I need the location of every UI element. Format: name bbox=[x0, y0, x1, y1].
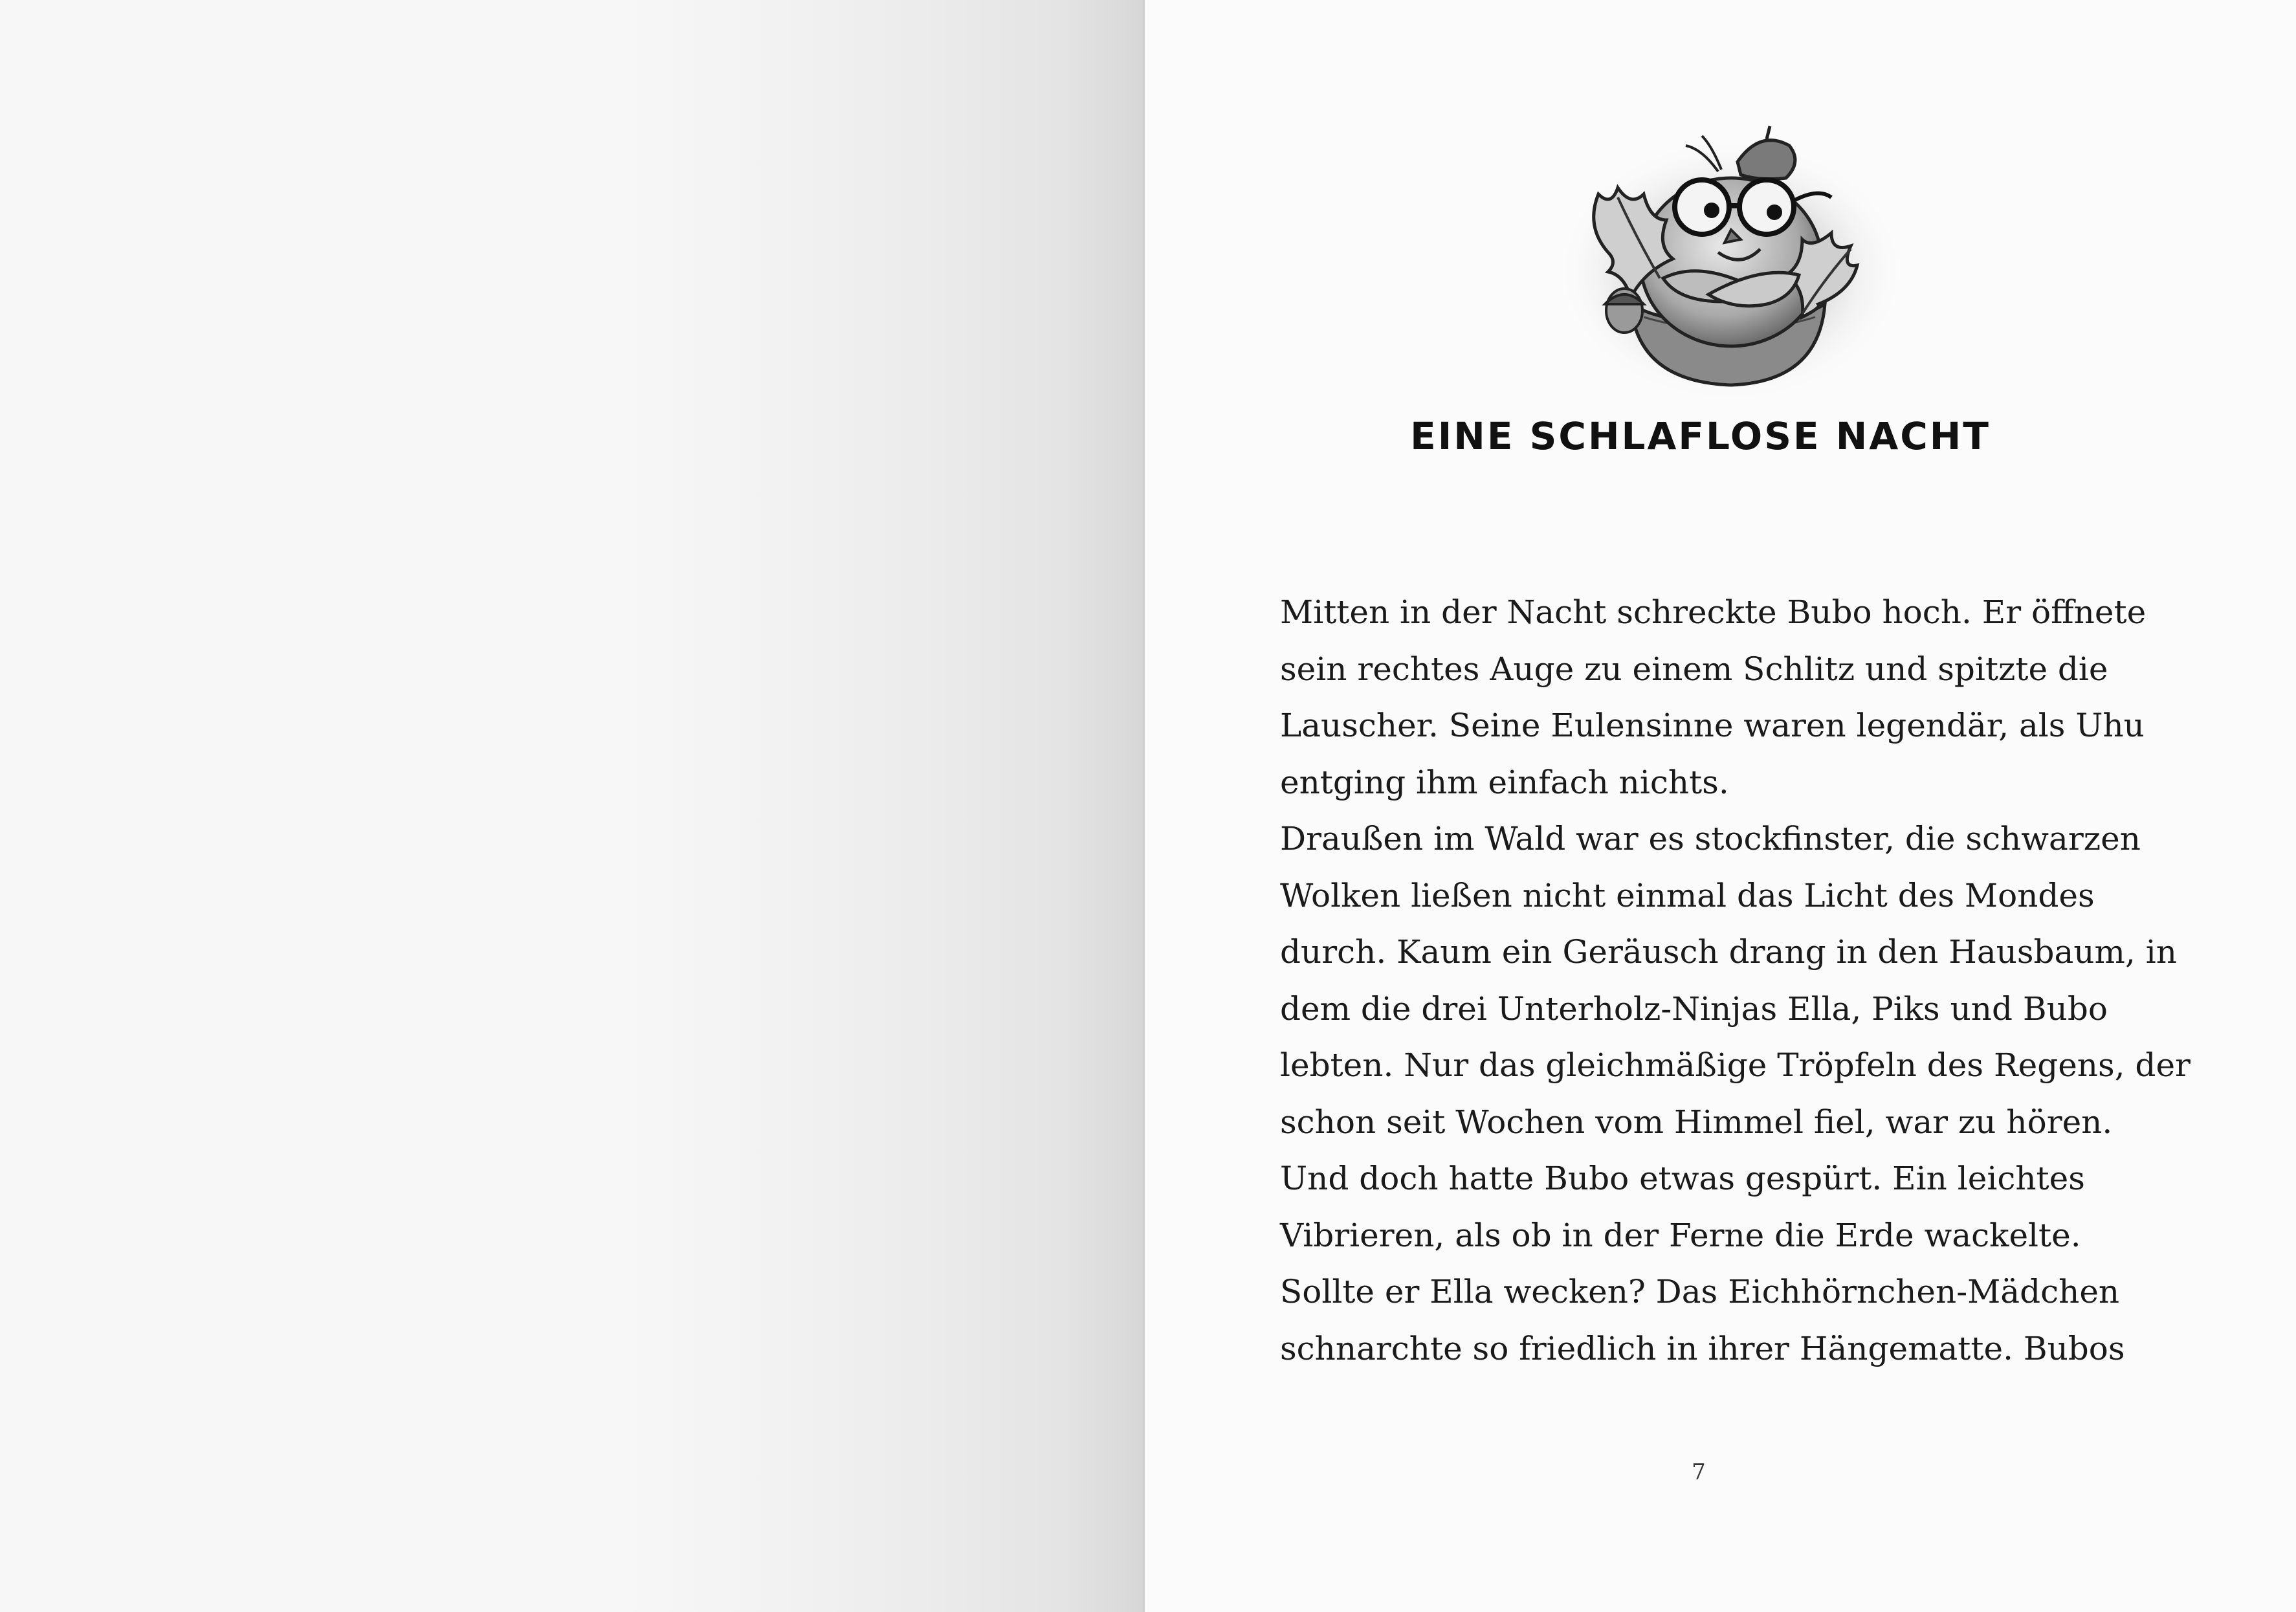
text-line: Mitten in der Nacht schreckte Bubo hoch. Er öffnete bbox=[1280, 593, 2147, 631]
text-line: schon seit Wochen vom Himmel fiel, war zu hören. bbox=[1280, 1103, 2113, 1141]
text-line: Lauscher. Seine Eulensinne waren legendär, als Uhu bbox=[1280, 707, 2145, 744]
text-line: Wolken ließen nicht einmal das Licht des Mondes bbox=[1280, 876, 2095, 914]
text-line: Draußen im Wald war es stockfinster, die schwarzen bbox=[1280, 820, 2141, 857]
owl-illustration-icon bbox=[1547, 110, 1909, 401]
text-line: Vibrieren, als ob in der Ferne die Erde wackelte. bbox=[1280, 1216, 2081, 1254]
page-number: 7 bbox=[1692, 1459, 1706, 1485]
text-line: Und doch hatte Bubo etwas gespürt. Ein leichtes bbox=[1280, 1160, 2085, 1197]
text-line: durch. Kaum ein Geräusch drang in den Hausbaum, in bbox=[1280, 933, 2177, 971]
text-line: entging ihm einfach nichts. bbox=[1280, 763, 1729, 801]
text-line: lebten. Nur das gleichmäßige Tröpfeln des Regens, der bbox=[1280, 1046, 2191, 1084]
text-line: sein rechtes Auge zu einem Schlitz und spitzte die bbox=[1280, 650, 2108, 688]
chapter-body-text bbox=[1280, 584, 2191, 1377]
text-line: schnarchte so friedlich in ihrer Hängematte. Bubos bbox=[1280, 1329, 2125, 1367]
left-page-blank bbox=[0, 0, 1144, 1612]
text-line: dem die drei Unterholz-Ninjas Ella, Piks und Bubo bbox=[1280, 989, 2108, 1028]
chapter-title: EINE SCHLAFLOSE NACHT bbox=[1410, 414, 1991, 458]
text-line: Sollte er Ella wecken? Das Eichhörnchen-Mädchen bbox=[1280, 1273, 2120, 1310]
